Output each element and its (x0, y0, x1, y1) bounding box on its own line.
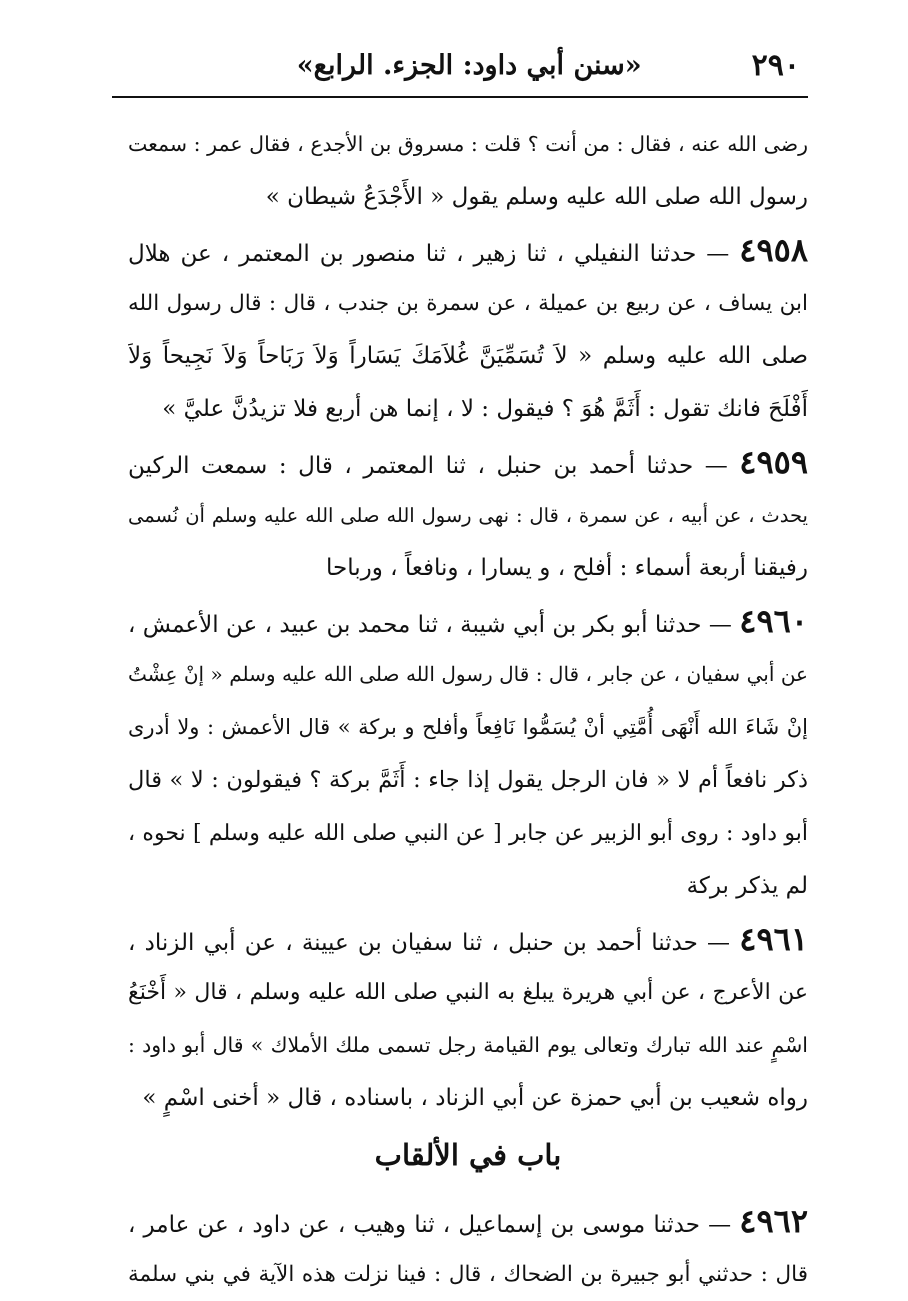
running-header (110, 40, 800, 90)
text-line: عن الأعرج ، عن أبي هريرة يبلغ به النبي صلى الله عليه وسلم ، قال « أَخْنَعُ (128, 980, 808, 1005)
hadith-text: — حدثنا النفيلي ، ثنا زهير ، ثنا منصور بن المعتمر ، عن هلال (128, 241, 730, 267)
text-line: إنْ شَاءَ الله أَنْهَى أُمَّتِي أنْ يُسَمُّوا نَافِعاً وأفلح و بركة » قال الأعمش : ولا أدرى (128, 715, 808, 739)
hadith-number: ٤٩٦٠ (739, 602, 808, 640)
text-line: ابن يساف ، عن ربيع بن عميلة ، عن سمرة بن جندب ، قال : قال رسول الله (128, 291, 808, 316)
hadith-4960-line (128, 595, 808, 648)
text-line: قال : حدثني أبو جبيرة بن الضحاك ، قال : فينا نزلت هذه الآية في بني سلمة (128, 1262, 808, 1287)
hadith-number: ٤٩٦١ (739, 920, 808, 958)
chapter-heading: باب في الألقاب (374, 1138, 562, 1172)
hadith-text: — حدثنا أحمد بن حنبل ، ثنا المعتمر ، قال : سمعت الركين (128, 453, 728, 479)
text-line: رضى الله عنه ، فقال : من أنت ؟ قلت : مسروق بن الأجدع ، فقال عمر : سمعت (128, 132, 808, 156)
text-line: لم يذكر بركة (686, 873, 808, 899)
text-line: أبو داود : روى أبو الزبير عن جابر [ عن النبي صلى الله عليه وسلم ] نحوه ، (128, 821, 808, 846)
text-line: رفيقنا أربعة أسماء : أفلح ، و يسارا ، ونافعاً ، ورباحا (325, 555, 808, 581)
hadith-number: ٤٩٥٩ (739, 443, 808, 481)
page-body (128, 118, 808, 1301)
hadith-number: ٤٩٥٨ (739, 231, 808, 269)
hadith-4959-line (128, 436, 808, 489)
hadith-text: — حدثنا موسى بن إسماعيل ، ثنا وهيب ، عن داود ، عن عامر ، (128, 1212, 732, 1238)
page-number: ٢٩٠ (751, 47, 800, 83)
text-line: رواه شعيب بن أبي حمزة عن أبي الزناد ، باسناده ، قال « أخنى اسْمٍ » (142, 1085, 808, 1111)
running-header-title: «سنن أبي داود: الجزء. الرابع» (296, 49, 642, 81)
text-line: عن أبي سفيان ، عن جابر ، قال : قال رسول الله صلى الله عليه وسلم « إنْ عِشْتُ (128, 662, 808, 686)
text-line: أَفْلَحَ فانك تقول : أَثَمَّ هُوَ ؟ فيقول : لا ، إنما هن أربع فلا تزيدُنَّ عليَّ » (162, 396, 808, 422)
text-line: رسول الله صلى الله عليه وسلم يقول « الأَجْدَعُ شيطان » (265, 184, 808, 210)
hadith-number: ٤٩٦٢ (739, 1202, 808, 1240)
hadith-4961-line (128, 913, 808, 966)
hadith-text: — حدثنا أحمد بن حنبل ، ثنا سفيان بن عيينة ، عن أبي الزناد ، (128, 930, 731, 956)
spacer (128, 1185, 808, 1195)
hadith-4958-line (128, 224, 808, 277)
hadith-text: — حدثنا أبو بكر بن أبي شيبة ، ثنا محمد بن عبيد ، عن الأعمش ، (128, 612, 732, 638)
header-rule (112, 96, 808, 98)
text-line: ذكر نافعاً أم لا « فان الرجل يقول إذا جاء : أَثَمَّ بركة ؟ فيقولون : لا » قال (128, 767, 808, 793)
text-line: يحدث ، عن أبيه ، عن سمرة ، قال : نهى رسول الله صلى الله عليه وسلم أن نُسمى (128, 504, 808, 527)
text-line: اسْمٍ عند الله تبارك وتعالى يوم القيامة رجل تسمى ملك الأملاك » قال أبو داود : (128, 1033, 808, 1057)
text-line: صلى الله عليه وسلم « لاَ تُسَمِّيَنَّ غُلاَمَكَ يَسَاراً وَلاَ رَبَاحاً وَلاَ نَجِيحاً وَلاَ (128, 343, 808, 369)
hadith-4962-line (128, 1195, 808, 1248)
